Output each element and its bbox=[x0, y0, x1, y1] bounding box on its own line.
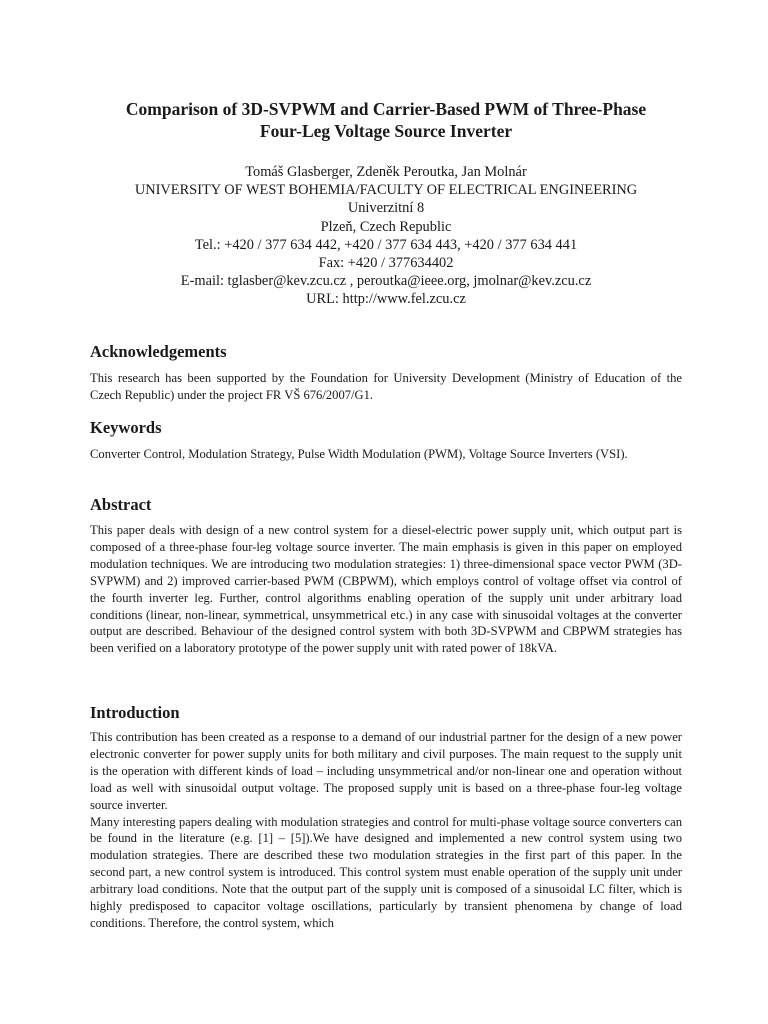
author-block bbox=[90, 163, 682, 309]
introduction-paragraph-1: This contribution has been created as a response to a demand of our industrial partner for the design of a new power electronic converter for power supply units for both military and civil purposes. The main request to the supply unit is the operation with different kinds of load – including unsymmetrical and/or non-linear one and operation without load as well with sinusoidal output voltage. The proposed supply unit is based on a three-phase four-leg voltage source inverter. bbox=[90, 730, 682, 812]
keywords-paragraph: Converter Control, Modulation Strategy, Pulse Width Modulation (PWM), Voltage Source Inverters (VSI). bbox=[90, 447, 628, 461]
author-tel: Tel.: +420 / 377 634 442, +420 / 377 634 443, +420 / 377 634 441 bbox=[194, 236, 578, 253]
introduction-heading: Introduction bbox=[90, 703, 180, 722]
paper-title bbox=[90, 98, 682, 142]
author-names: Tomáš Glasberger, Zdeněk Peroutka, Jan Molnár bbox=[245, 164, 527, 180]
author-fax: Fax: +420 / 377634402 bbox=[318, 255, 454, 272]
author-affiliation: UNIVERSITY OF WEST BOHEMIA/FACULTY OF ELECTRICAL ENGINEERING bbox=[134, 182, 638, 199]
author-email: E-mail: tglasber@kev.zcu.cz , peroutka@ieee.org, jmolnar@kev.zcu.cz bbox=[180, 273, 592, 290]
title-line-1: Comparison of 3D-SVPWM and Carrier-Based PWM of Three-Phase bbox=[125, 99, 647, 119]
introduction-paragraph-2: Many interesting papers dealing with modulation strategies and control for multi-phase voltage source converters can be found in the literature (e.g. [1] – [5]).We have designed and implemented a new control system using two modulation strategies. There are described these two modulation strategies in the first part of this paper. In the second part, a new control system is introduced. This control system must enable operation of the supply unit under arbitrary load conditions. Note that the output part of the supply unit is composed of a sinusoidal LC filter, which is highly predisposed to capacitor voltage oscillations, particularly by transient phenomena by change of load conditions. Therefore, the control system, which bbox=[90, 814, 682, 930]
abstract-paragraph: This paper deals with design of a new control system for a diesel-electric power supply unit, which output part is composed of a three-phase four-leg voltage source inverter. The main emphasis is given in this paper on employed modulation techniques. We are introducing two modulation strategies: 1) three-dimensional space vector PWM (3D-SVPWM) and 2) improved carrier-based PWM (CBPWM), which employs control of voltage offset via control of the fourth inverter leg. Further, control algorithms enabling operation of the supply unit under arbitrary load conditions (linear, non-linear, symmetrical, unsymmetrical etc.) in any case with sinusoidal voltages at the converter output are described. Behaviour of the designed control system with both 3D-SVPWM and CBPWM strategies has been verified on a laboratory prototype of the power supply unit with rated power of 18kVA. bbox=[90, 523, 682, 656]
introduction-text bbox=[90, 729, 682, 932]
acknowledgements-paragraph: This research has been supported by the Foundation for University Development (Ministry of Education of the Czech Republic) under the project FR VŠ 676/2007/G1. bbox=[90, 371, 682, 402]
author-city: Plzeň, Czech Republic bbox=[320, 218, 452, 235]
acknowledgements-heading: Acknowledgements bbox=[90, 342, 227, 361]
keywords-text bbox=[90, 446, 682, 463]
acknowledgements-text bbox=[90, 370, 682, 404]
author-url: URL: http://www.fel.zcu.cz bbox=[306, 291, 466, 308]
author-street: Univerzitní 8 bbox=[347, 200, 425, 217]
abstract-heading: Abstract bbox=[90, 495, 152, 514]
abstract-text bbox=[90, 522, 682, 657]
title-line-2: Four-Leg Voltage Source Inverter bbox=[259, 121, 513, 141]
keywords-heading: Keywords bbox=[90, 418, 162, 437]
